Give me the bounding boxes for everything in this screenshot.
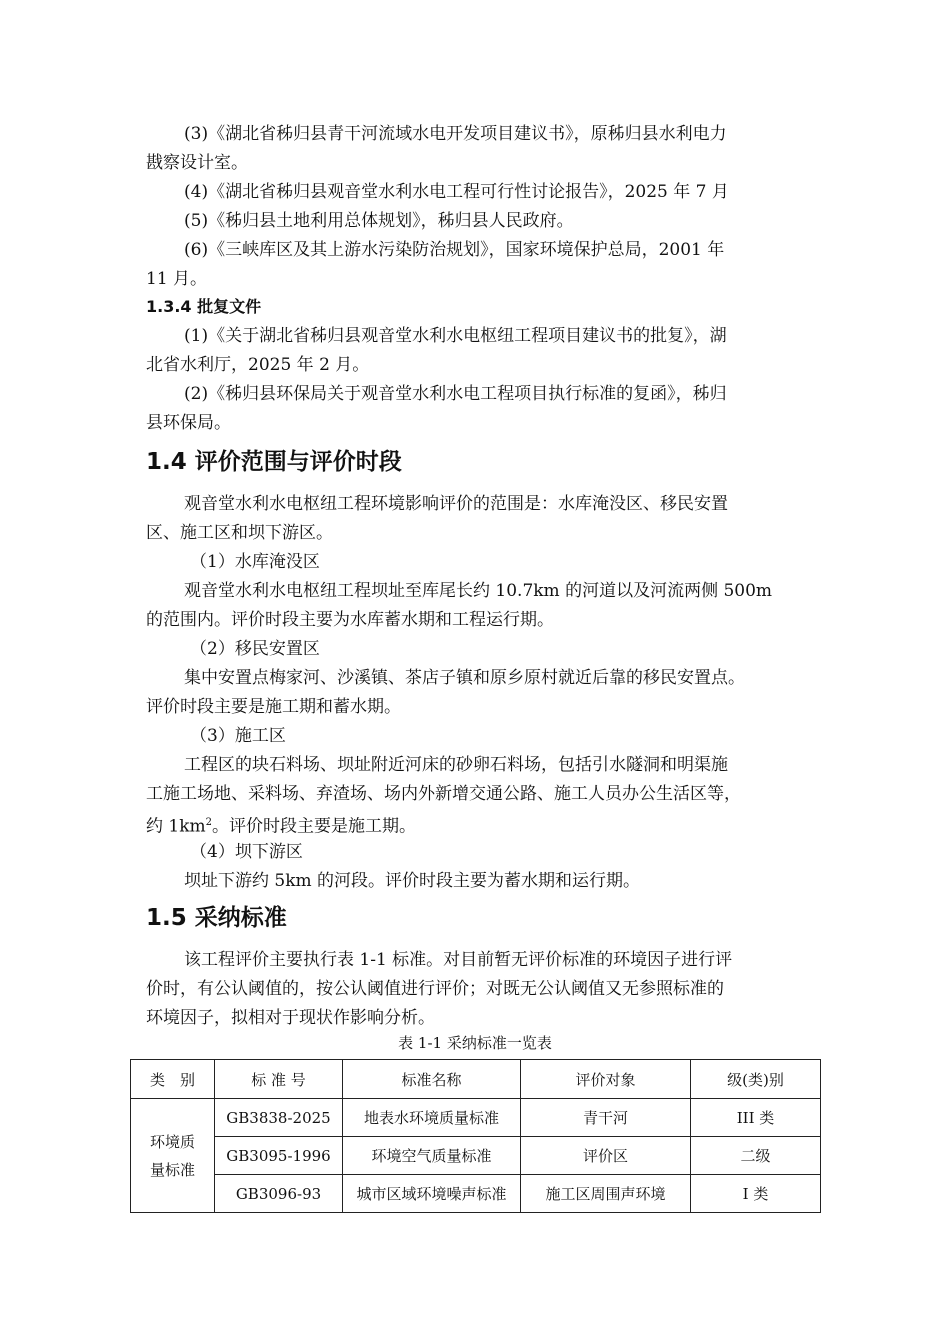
standards-table xyxy=(130,1059,821,1213)
table-header-row xyxy=(131,1060,821,1099)
header-standard-name: 标准名称 xyxy=(343,1060,521,1099)
standards-line-2: 价时，有公认阈值的，按公认阈值进行评价；对既无公认阈值又无参照标准的 xyxy=(146,979,724,999)
cell-target: 青干河 xyxy=(521,1099,691,1137)
scope-3-line-1: 工程区的块石料场、坝址附近河床的砂卵石料场，包括引水隧洞和明渠施 xyxy=(184,755,728,775)
scope-2-line-1: 集中安置点梅家河、沙溪镇、茶店子镇和原乡原村就近后靠的移民安置点。 xyxy=(184,668,745,688)
approval-2-line-2: 县环保局。 xyxy=(146,413,231,433)
table-row xyxy=(131,1175,821,1213)
ref-5: (5)《秭归县土地利用总体规划》，秭归县人民政府。 xyxy=(184,211,574,231)
section-1-3-4-title: 1.3.4 批复文件 xyxy=(146,297,262,316)
table-row xyxy=(131,1137,821,1175)
scope-3-line-3-rest: 。评价时段主要是施工期。 xyxy=(212,816,417,837)
approval-1-line-2: 北省水利厅，2025 年 2 月。 xyxy=(146,355,370,375)
scope-2-title: （2）移民安置区 xyxy=(190,639,320,659)
group-label-line-2: 量标准 xyxy=(149,1160,195,1179)
standards-line-3: 环境因子，拟相对于现状作影响分析。 xyxy=(146,1008,435,1028)
cell-standard-name: 城市区域环境噪声标准 xyxy=(343,1175,521,1213)
scope-3-line-2: 工施工场地、采料场、弃渣场、场内外新增交通公路、施工人员办公生活区等， xyxy=(146,784,741,804)
ref-6-line-2: 11 月。 xyxy=(146,269,208,289)
header-grade: 级(类)别 xyxy=(691,1060,821,1099)
cell-standard-no: GB3095-1996 xyxy=(215,1137,343,1175)
scope-1-title: （1）水库淹没区 xyxy=(190,552,320,572)
scope-2-line-2: 评价时段主要是施工期和蓄水期。 xyxy=(146,697,401,717)
group-label xyxy=(131,1099,215,1213)
scope-intro-line-1: 观音堂水利水电枢纽工程环境影响评价的范围是：水库淹没区、移民安置 xyxy=(184,494,728,514)
scope-3-area: 约 1km xyxy=(146,816,206,837)
approval-1-line-1: (1)《关于湖北省秭归县观音堂水利水电枢纽工程项目建议书的批复》，湖 xyxy=(184,326,727,346)
cell-grade: 二级 xyxy=(691,1137,821,1175)
scope-intro-line-2: 区、施工区和坝下游区。 xyxy=(146,523,333,543)
header-target: 评价对象 xyxy=(521,1060,691,1099)
cell-target: 评价区 xyxy=(521,1137,691,1175)
ref-6-line-1: (6)《三峡库区及其上游水污染防治规划》，国家环境保护总局，2001 年 xyxy=(184,240,725,260)
approval-2-line-1: (2)《秭归县环保局关于观音堂水利水电工程项目执行标准的复函》，秭归 xyxy=(184,384,727,404)
cell-standard-no: GB3096-93 xyxy=(215,1175,343,1213)
cell-target: 施工区周围声环境 xyxy=(521,1175,691,1213)
cell-grade: Ⅰ 类 xyxy=(691,1175,821,1213)
scope-4-title: （4）坝下游区 xyxy=(190,842,303,862)
cell-standard-no: GB3838-2025 xyxy=(215,1099,343,1137)
table-row xyxy=(131,1099,821,1137)
ref-3-line-2: 戡察设计室。 xyxy=(146,153,248,173)
header-standard-no: 标 准 号 xyxy=(215,1060,343,1099)
standards-line-1: 该工程评价主要执行表 1-1 标准。对目前暂无评价标准的环境因子进行评 xyxy=(184,950,733,970)
header-category: 类 别 xyxy=(131,1060,215,1099)
scope-3-title: （3）施工区 xyxy=(190,726,286,746)
ref-3-line-1: (3)《湖北省秭归县青干河流域水电开发项目建议书》，原秭归县水利电力 xyxy=(184,124,727,144)
scope-1-line-1: 观音堂水利水电枢纽工程坝址至库尾长约 10.7km 的河道以及河流两侧 500m xyxy=(184,581,773,601)
cell-grade: III 类 xyxy=(691,1099,821,1137)
scope-4-line-1: 坝址下游约 5km 的河段。评价时段主要为蓄水期和运行期。 xyxy=(184,871,641,891)
scope-3-line-3 xyxy=(146,809,416,841)
scope-3-area-superscript: 2 xyxy=(205,817,213,828)
group-label-line-1: 环境质 xyxy=(149,1132,195,1151)
section-1-5-title: 1.5 采纳标准 xyxy=(146,905,287,931)
section-1-4-title: 1.4 评价范围与评价时段 xyxy=(146,449,402,475)
scope-1-line-2: 的范围内。评价时段主要为水库蓄水期和工程运行期。 xyxy=(146,610,554,630)
cell-standard-name: 环境空气质量标准 xyxy=(343,1137,521,1175)
table-caption: 表 1-1 采纳标准一览表 xyxy=(398,1034,552,1052)
ref-4: (4)《湖北省秭归县观音堂水利水电工程可行性讨论报告》，2025 年 7 月 xyxy=(184,182,729,202)
cell-standard-name: 地表水环境质量标准 xyxy=(343,1099,521,1137)
